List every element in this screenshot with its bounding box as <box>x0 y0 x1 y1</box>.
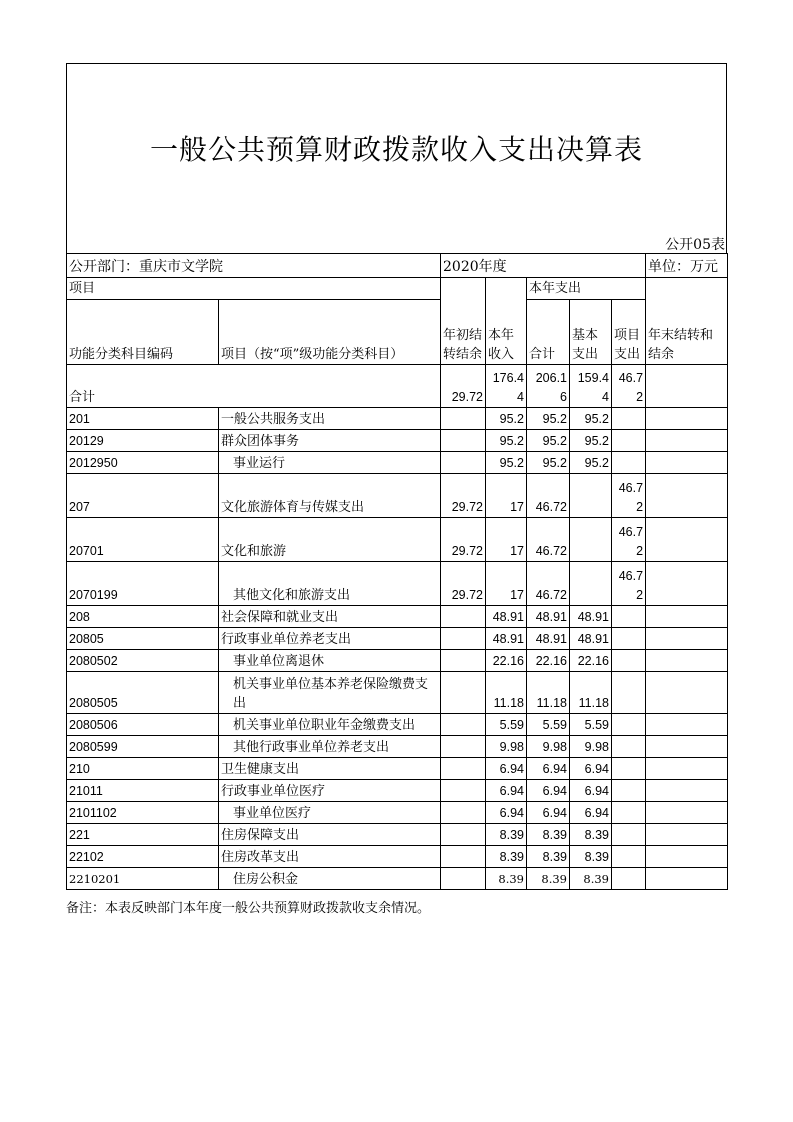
cell-income: 8.39 <box>486 846 527 868</box>
cell-item: 46.72 <box>612 562 646 606</box>
cell-code: 22102 <box>67 846 219 868</box>
cell-item <box>612 846 646 868</box>
table-row <box>67 650 728 672</box>
cell-end <box>646 846 728 868</box>
cell-name: 文化旅游体育与传媒支出 <box>219 474 441 518</box>
cell-basic: 6.94 <box>570 802 612 824</box>
cell-income: 5.59 <box>486 714 527 736</box>
cell-total: 8.39 <box>527 846 570 868</box>
header-name: 项目（按“项”级功能分类科目） <box>219 300 441 365</box>
cell-basic: 6.94 <box>570 780 612 802</box>
cell-basic <box>570 518 612 562</box>
table-row <box>67 474 728 518</box>
cell-code: 2080505 <box>67 672 219 714</box>
cell-name: 一般公共服务支出 <box>219 408 441 430</box>
header-item: 项目支出 <box>612 300 646 365</box>
table-body <box>67 408 728 890</box>
cell-begin <box>441 452 486 474</box>
cell-basic: 95.2 <box>570 452 612 474</box>
cell-code: 210 <box>67 758 219 780</box>
cell-total: 22.16 <box>527 650 570 672</box>
header-income: 本年收入 <box>486 278 527 365</box>
cell-code: 2080599 <box>67 736 219 758</box>
cell-name: 其他行政事业单位养老支出 <box>219 736 441 758</box>
cell-basic: 8.39 <box>570 868 612 890</box>
dept-label: 公开部门：重庆市文学院 <box>67 254 441 278</box>
cell-begin <box>441 408 486 430</box>
cell-end <box>646 606 728 628</box>
cell-total: 5.59 <box>527 714 570 736</box>
cell-name: 文化和旅游 <box>219 518 441 562</box>
cell-item <box>612 672 646 714</box>
table-row <box>67 562 728 606</box>
cell-total: 6.94 <box>527 758 570 780</box>
cell-item <box>612 758 646 780</box>
cell-total: 9.98 <box>527 736 570 758</box>
cell-basic: 22.16 <box>570 650 612 672</box>
cell-basic: 95.2 <box>570 430 612 452</box>
cell-item <box>612 736 646 758</box>
total-begin: 29.72 <box>441 365 486 408</box>
table-row <box>67 452 728 474</box>
cell-end <box>646 714 728 736</box>
cell-income: 95.2 <box>486 452 527 474</box>
cell-total: 46.72 <box>527 474 570 518</box>
cell-item <box>612 650 646 672</box>
cell-income: 9.98 <box>486 736 527 758</box>
budget-table <box>66 253 728 890</box>
total-total: 206.16 <box>527 365 570 408</box>
cell-begin <box>441 628 486 650</box>
cell-end <box>646 802 728 824</box>
cell-begin <box>441 672 486 714</box>
total-item: 46.72 <box>612 365 646 408</box>
table-row <box>67 628 728 650</box>
cell-begin <box>441 606 486 628</box>
cell-code: 2101102 <box>67 802 219 824</box>
table-row <box>67 408 728 430</box>
cell-total: 95.2 <box>527 430 570 452</box>
year-label: 2020年度 <box>441 254 646 278</box>
cell-code: 2070199 <box>67 562 219 606</box>
cell-begin <box>441 650 486 672</box>
cell-total: 48.91 <box>527 628 570 650</box>
table-row <box>67 518 728 562</box>
footnote: 备注：本表反映部门本年度一般公共预算财政拨款收支余情况。 <box>66 901 431 916</box>
cell-basic <box>570 474 612 518</box>
cell-basic: 48.91 <box>570 606 612 628</box>
header-row-1 <box>67 278 728 300</box>
total-row <box>67 365 728 408</box>
header-row-2 <box>67 300 728 365</box>
form-number: 公开05表 <box>665 237 725 253</box>
header-begin-balance: 年初结转结余 <box>441 278 486 365</box>
cell-income: 17 <box>486 474 527 518</box>
cell-name: 行政事业单位养老支出 <box>219 628 441 650</box>
cell-code: 20129 <box>67 430 219 452</box>
cell-begin <box>441 714 486 736</box>
cell-income: 6.94 <box>486 758 527 780</box>
cell-end <box>646 780 728 802</box>
cell-item: 46.72 <box>612 518 646 562</box>
table-row <box>67 824 728 846</box>
cell-end <box>646 452 728 474</box>
cell-basic: 9.98 <box>570 736 612 758</box>
cell-total: 6.94 <box>527 780 570 802</box>
header-total: 合计 <box>527 300 570 365</box>
cell-code: 2080502 <box>67 650 219 672</box>
cell-begin <box>441 868 486 890</box>
cell-income: 6.94 <box>486 802 527 824</box>
cell-code: 2080506 <box>67 714 219 736</box>
table-row <box>67 846 728 868</box>
cell-end <box>646 408 728 430</box>
cell-begin <box>441 430 486 452</box>
page-title: 一般公共预算财政拨款收入支出决算表 <box>149 133 643 166</box>
cell-end <box>646 474 728 518</box>
cell-begin <box>441 736 486 758</box>
table-row <box>67 736 728 758</box>
cell-income: 48.91 <box>486 606 527 628</box>
table-row <box>67 802 728 824</box>
cell-end <box>646 562 728 606</box>
cell-end <box>646 518 728 562</box>
cell-begin <box>441 802 486 824</box>
cell-total: 46.72 <box>527 518 570 562</box>
cell-name: 事业单位离退休 <box>219 650 441 672</box>
cell-basic: 8.39 <box>570 824 612 846</box>
cell-end <box>646 736 728 758</box>
header-end-balance: 年末结转和结余 <box>646 278 728 365</box>
table-row <box>67 430 728 452</box>
cell-basic: 8.39 <box>570 846 612 868</box>
cell-income: 95.2 <box>486 430 527 452</box>
cell-name: 其他文化和旅游支出 <box>219 562 441 606</box>
cell-begin: 29.72 <box>441 474 486 518</box>
meta-row <box>67 254 728 278</box>
cell-begin: 29.72 <box>441 518 486 562</box>
cell-name: 住房公积金 <box>219 868 441 890</box>
cell-item <box>612 452 646 474</box>
cell-code: 20805 <box>67 628 219 650</box>
cell-code: 207 <box>67 474 219 518</box>
cell-item <box>612 628 646 650</box>
cell-end <box>646 758 728 780</box>
cell-total: 95.2 <box>527 408 570 430</box>
cell-item <box>612 606 646 628</box>
cell-income: 11.18 <box>486 672 527 714</box>
cell-code: 21011 <box>67 780 219 802</box>
cell-basic: 5.59 <box>570 714 612 736</box>
cell-name: 社会保障和就业支出 <box>219 606 441 628</box>
cell-item <box>612 714 646 736</box>
cell-begin <box>441 846 486 868</box>
cell-code: 221 <box>67 824 219 846</box>
cell-item: 46.72 <box>612 474 646 518</box>
cell-end <box>646 628 728 650</box>
total-label: 合计 <box>67 365 441 408</box>
table-row <box>67 714 728 736</box>
cell-begin <box>441 824 486 846</box>
cell-income: 22.16 <box>486 650 527 672</box>
cell-end <box>646 672 728 714</box>
cell-basic: 95.2 <box>570 408 612 430</box>
cell-end <box>646 430 728 452</box>
cell-begin <box>441 758 486 780</box>
cell-item <box>612 780 646 802</box>
cell-income: 8.39 <box>486 824 527 846</box>
cell-name: 事业单位医疗 <box>219 802 441 824</box>
cell-basic <box>570 562 612 606</box>
cell-name: 机关事业单位基本养老保险缴费支出 <box>219 672 441 714</box>
cell-name: 卫生健康支出 <box>219 758 441 780</box>
cell-name: 住房保障支出 <box>219 824 441 846</box>
cell-total: 8.39 <box>527 824 570 846</box>
cell-code: 2210201 <box>67 868 219 890</box>
cell-name: 行政事业单位医疗 <box>219 780 441 802</box>
total-basic: 159.44 <box>570 365 612 408</box>
unit-label: 单位：万元 <box>646 254 728 278</box>
cell-name: 机关事业单位职业年金缴费支出 <box>219 714 441 736</box>
table-row <box>67 758 728 780</box>
cell-code: 2012950 <box>67 452 219 474</box>
total-end <box>646 365 728 408</box>
header-basic: 基本支出 <box>570 300 612 365</box>
cell-begin <box>441 780 486 802</box>
cell-basic: 11.18 <box>570 672 612 714</box>
cell-income: 17 <box>486 562 527 606</box>
cell-basic: 48.91 <box>570 628 612 650</box>
header-project: 项目 <box>67 278 441 300</box>
cell-item <box>612 824 646 846</box>
cell-total: 8.39 <box>527 868 570 890</box>
cell-total: 48.91 <box>527 606 570 628</box>
cell-name: 事业运行 <box>219 452 441 474</box>
cell-total: 46.72 <box>527 562 570 606</box>
table-row <box>67 780 728 802</box>
table-row <box>67 672 728 714</box>
cell-income: 95.2 <box>486 408 527 430</box>
cell-code: 201 <box>67 408 219 430</box>
cell-total: 11.18 <box>527 672 570 714</box>
cell-basic: 6.94 <box>570 758 612 780</box>
cell-name: 群众团体事务 <box>219 430 441 452</box>
total-income: 176.44 <box>486 365 527 408</box>
header-code: 功能分类科目编码 <box>67 300 219 365</box>
cell-item <box>612 408 646 430</box>
cell-begin: 29.72 <box>441 562 486 606</box>
cell-income: 8.39 <box>486 868 527 890</box>
cell-total: 6.94 <box>527 802 570 824</box>
table-row <box>67 606 728 628</box>
cell-item <box>612 802 646 824</box>
cell-name: 住房改革支出 <box>219 846 441 868</box>
cell-income: 17 <box>486 518 527 562</box>
cell-income: 6.94 <box>486 780 527 802</box>
cell-total: 95.2 <box>527 452 570 474</box>
cell-item <box>612 430 646 452</box>
cell-code: 20701 <box>67 518 219 562</box>
cell-end <box>646 868 728 890</box>
cell-end <box>646 824 728 846</box>
cell-end <box>646 650 728 672</box>
cell-item <box>612 868 646 890</box>
table-row <box>67 868 728 890</box>
header-current-expense: 本年支出 <box>527 278 646 300</box>
cell-income: 48.91 <box>486 628 527 650</box>
cell-code: 208 <box>67 606 219 628</box>
